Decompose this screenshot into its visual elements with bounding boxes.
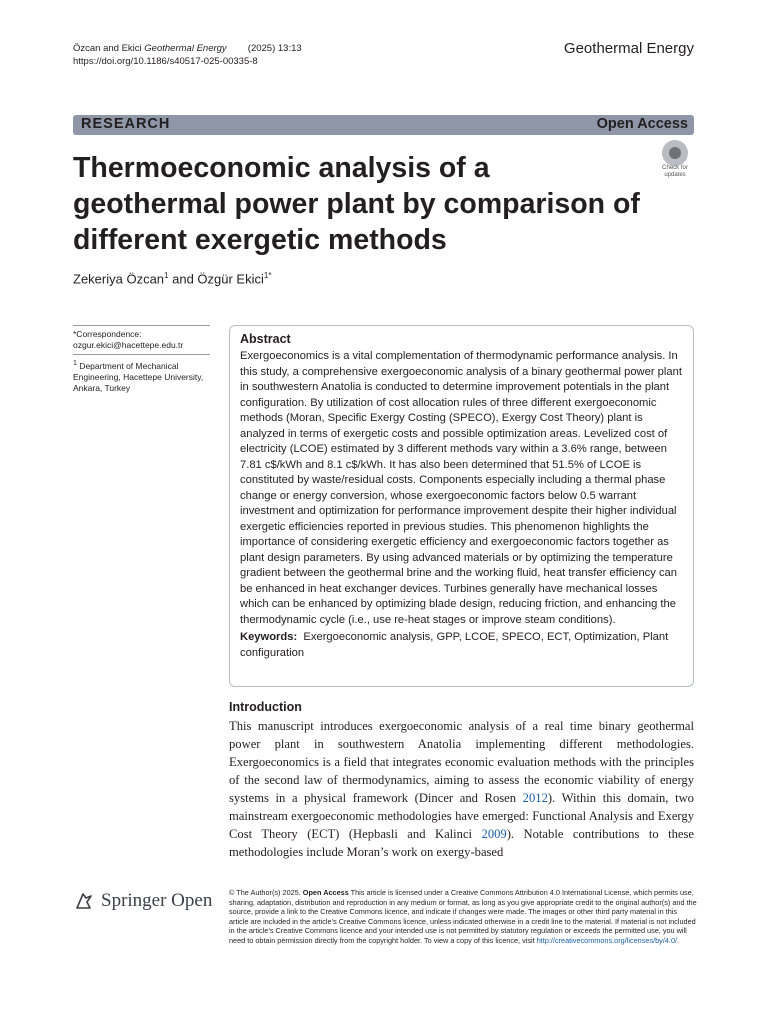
header-doi[interactable]: https://doi.org/10.1186/s40517-025-00335-8 [73, 56, 258, 67]
check-for-updates-badge[interactable] [655, 140, 695, 180]
running-header [73, 42, 302, 68]
header-year-volume: (2025) 13:13 [247, 43, 302, 54]
check-updates-text: Check for updates [662, 165, 688, 178]
affiliation-text: Department of Mechanical Engineering, Hacettepe University, Ankara, Turkey [73, 360, 204, 393]
introduction-paragraph: This manuscript introduces exergoeconomic analysis of a real time binary geothermal power plant in southwestern Anatolia implementing different methodologies. Exergoeconomics is a field that integrates economic evaluation methods with the principles of the second law of thermodynamics, aiming to assess the economic viability of energy systems in a physical framework (Dincer and Rosen 2012). Within this domain, two mainstream exergoeconomic methodologies have emerged: Functional Analysis and Exergy Cost Theory (ECT) (Hepbasli and Kalinci 2009). Notable contributions to these methodologies include Moran’s work on exergy-based [229, 719, 694, 859]
correspondence-block [73, 325, 210, 351]
article-title: Thermoeconomic analysis of a geothermal power plant by comparison of different exergetic methods [73, 152, 640, 256]
abstract-text: Exergoeconomics is a vital complementation of thermodynamic performance analysis. In this study, a comprehensive exergoeconomic analysis of a binary geothermal power plant in southwestern Anatolia is conducted to determine improvement potentials in the plant configuration. By utilization of cost allocation rules of three different exergoeconomic methods (Moran, Specific Exergy Costing (SPECO), Exergy Cost Theory) plant is analyzed in terms of exergetic costs and possible optimization areas. Levelized cost of electricity (LCOE) estimated by 3 different methods vary within a 3.6% range, between 7.81 c$/kWh and 8.1 c$/kWh. It has also been determined that 51.5% of LCOE is constituted by waste/residual costs. Components especially including a thermal phase change or energy conversion, whose exergoeconomic factors below 0.5 warrant investment and optimization for performance improvement despite their higher individual exergetic efficiencies reported in previous studies. This phenomenon highlights the importance of considering exergetic efficiency and exergoeconomic factors together as plant design parameters. By using advanced materials or by optimizing the temperature gradient between the geothermal brine and the working fluid, heat transfer efficiency can be enhanced in heat exchanger devices. Turbines generally have mechanical losses which can be enhanced by optimizing blade design, reducing friction, and enhancing the thermodynamic cycle (i.e., use re-heat stages or improve steam conditions). [240, 350, 682, 626]
springer-open-logo [73, 888, 218, 916]
correspondence-email[interactable]: ozgur.ekici@hacettepe.edu.tr [73, 340, 184, 350]
introduction-heading: Introduction [229, 700, 302, 714]
author-list: Zekeriya Özcan$^1$ and Özgür Ekici$^{1*}$ [73, 271, 272, 287]
article-type-bar [73, 115, 694, 135]
license-text: © The Author(s) 2025. Open Access This article is licensed under a Creative Commons Attribution 4.0 International License, which permits use, sharing, adaptation, distribution and reproduction in any medium or format, as long as you give appropriate credit to the original author(s) and the source, provide a link to the Creative Commons licence, and indicate if changes were made. The images or other third party material in this article are included in the article’s Creative Commons licence, unless indicated otherwise in a credit line to the material. If material is not included in the article’s Creative Commons licence and your intended use is not permitted by statutory regulation or exceeds the permitted use, you will need to obtain permission directly from the copyright holder. To view a copy of this licence, visit http://creativecommons.org/licenses/by/4.0/. [229, 888, 697, 945]
springer-horse-icon [73, 890, 95, 912]
author-2[interactable]: Özgür Ekici [197, 271, 264, 287]
keywords-label: Keywords: [240, 631, 298, 643]
keywords [240, 630, 683, 661]
check-updates-icon [662, 140, 688, 166]
affiliation-block: $^1$ Department of Mechanical Engineering, Hacettepe University, Ankara, Turkey [73, 354, 210, 394]
keywords-list: Exergoeconomic analysis, GPP, LCOE, SPECO, ECT, Optimization, Plant configuration [240, 631, 669, 659]
license-link[interactable]: http://creativecommons.org/licenses/by/4.0/ [536, 935, 678, 945]
springer-open-text: Springer Open [101, 890, 213, 911]
header-journal: Geothermal Energy [144, 43, 227, 54]
journal-name: Geothermal Energy [563, 40, 694, 57]
open-access-label: Open Access [596, 116, 688, 132]
author-1[interactable]: Zekeriya Özcan [73, 271, 165, 287]
correspondence-label: *Correspondence: [73, 329, 142, 339]
abstract-heading: Abstract [240, 332, 291, 346]
citation-link[interactable]: 2012 [522, 791, 548, 805]
abstract-box [229, 325, 694, 687]
article-type-label: RESEARCH [81, 116, 171, 132]
header-authors: Özcan and Ekici [73, 43, 142, 54]
citation-link[interactable]: 2009 [481, 827, 507, 841]
